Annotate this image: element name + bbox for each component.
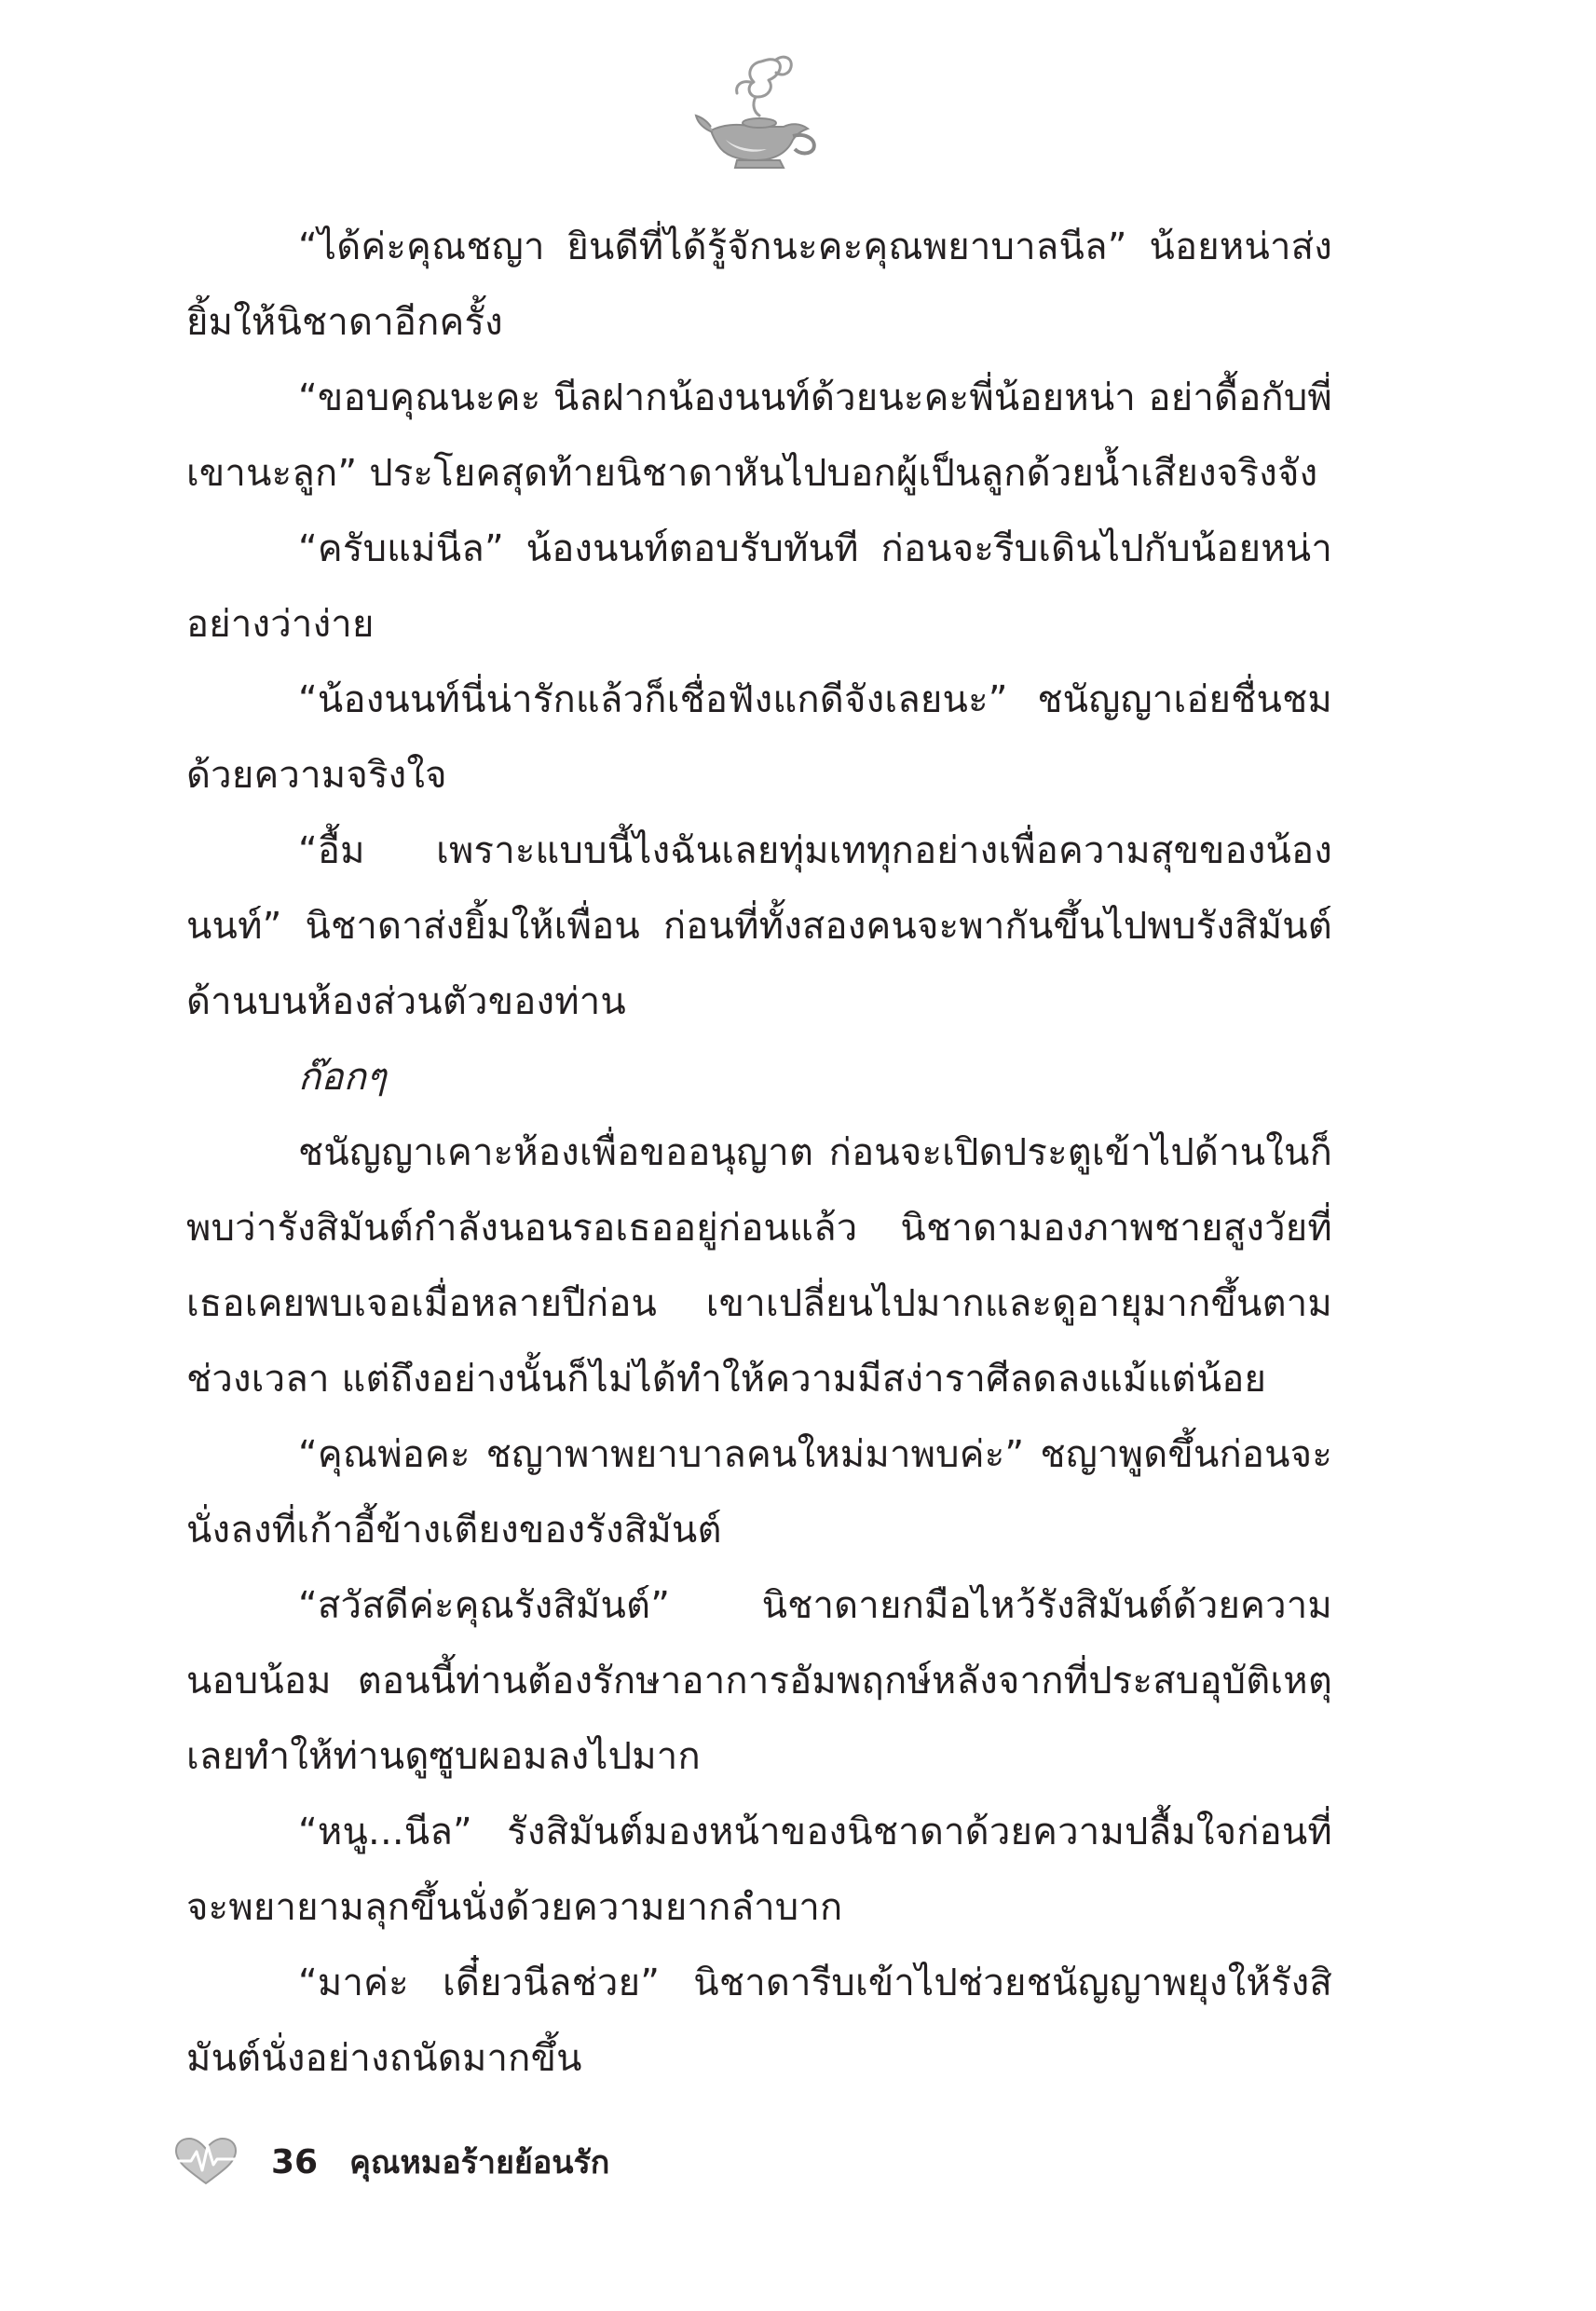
genie-lamp-icon bbox=[694, 54, 825, 175]
paragraph: “สวัสดีค่ะคุณรังสิมันต์” นิชาดายกมือไหว้รังสิมันต์ด้วยความนอบน้อม ตอนนี้ท่านต้องรักษาอาการอัมพฤกษ์หลังจากที่ประสบอุบัติเหตุ เลยทำให้ท่านดูซูบผอมลงไปมาก bbox=[186, 1584, 1332, 1778]
page-number: 36 bbox=[271, 2142, 319, 2181]
page-footer bbox=[172, 2134, 609, 2190]
paragraph: “ขอบคุณนะคะ นีลฝากน้องนนท์ด้วยนะคะพี่น้อยหน่า อย่าดื้อกับพี่เขานะลูก” ประโยคสุดท้ายนิชาดาหันไปบอกผู้เป็นลูกด้วยน้ำเสียงจริงจัง bbox=[186, 376, 1332, 495]
paragraph: ชนัญญาเคาะห้องเพื่อขออนุญาต ก่อนจะเปิดประตูเข้าไปด้านในก็พบว่ารังสิมันต์กำลังนอนรอเธออยู่ก่อนแล้ว นิชาดามองภาพชายสูงวัยที่เธอเคยพบเจอเมื่อหลายปีก่อน เขาเปลี่ยนไปมากและดูอายุมากขึ้นตามช่วงเวลา แต่ถึงอย่างนั้นก็ไม่ได้ทำให้ความมีสง่าราศีลดลงแม้แต่น้อย bbox=[186, 1131, 1332, 1401]
heart-pulse-icon bbox=[172, 2137, 239, 2187]
paragraph: “น้องนนท์นี่น่ารักแล้วก็เชื่อฟังแกดีจังเลยนะ” ชนัญญาเอ่ยชื่นชมด้วยความจริงใจ bbox=[186, 678, 1332, 797]
paragraph: “หนู...นีล” รังสิมันต์มองหน้าของนิชาดาด้วยความปลื้มใจก่อนที่จะพยายามลุกขึ้นนั่งด้วยความยากลำบาก bbox=[186, 1811, 1332, 1929]
paragraph: “คุณพ่อคะ ชญาพาพยาบาลคนใหม่มาพบค่ะ” ชญาพูดขึ้นก่อนจะนั่งลงที่เก้าอี้ข้างเตียงของรังสิมันต์ bbox=[186, 1433, 1332, 1552]
sound-effect-line: ก๊อกๆ bbox=[298, 1056, 387, 1099]
paragraph: “อื้ม เพราะแบบนี้ไงฉันเลยทุ่มเททุกอย่างเพื่อความสุขของน้องนนท์” นิชาดาส่งยิ้มให้เพื่อน ก่อนที่ทั้งสองคนจะพากันขึ้นไปพบรังสิมันต์ด้านบนห้องส่วนตัวของท่าน bbox=[186, 829, 1332, 1023]
paragraph: “ครับแม่นีล” น้องนนท์ตอบรับทันที ก่อนจะรีบเดินไปกับน้อยหน่าอย่างว่าง่าย bbox=[186, 527, 1332, 646]
book-title: คุณหมอร้ายย้อนรัก bbox=[349, 2144, 610, 2181]
paragraph: “ได้ค่ะคุณชญา ยินดีที่ได้รู้จักนะคะคุณพยาบาลนีล” น้อยหน่าส่งยิ้มให้นิชาดาอีกครั้ง bbox=[186, 226, 1332, 344]
paragraph: “มาค่ะ เดี๋ยวนีลช่วย” นิชาดารีบเข้าไปช่วยชนัญญาพยุงให้รังสิมันต์นั่งอย่างถนัดมากขึ้น bbox=[186, 1962, 1332, 2080]
body-text bbox=[186, 210, 1332, 2097]
